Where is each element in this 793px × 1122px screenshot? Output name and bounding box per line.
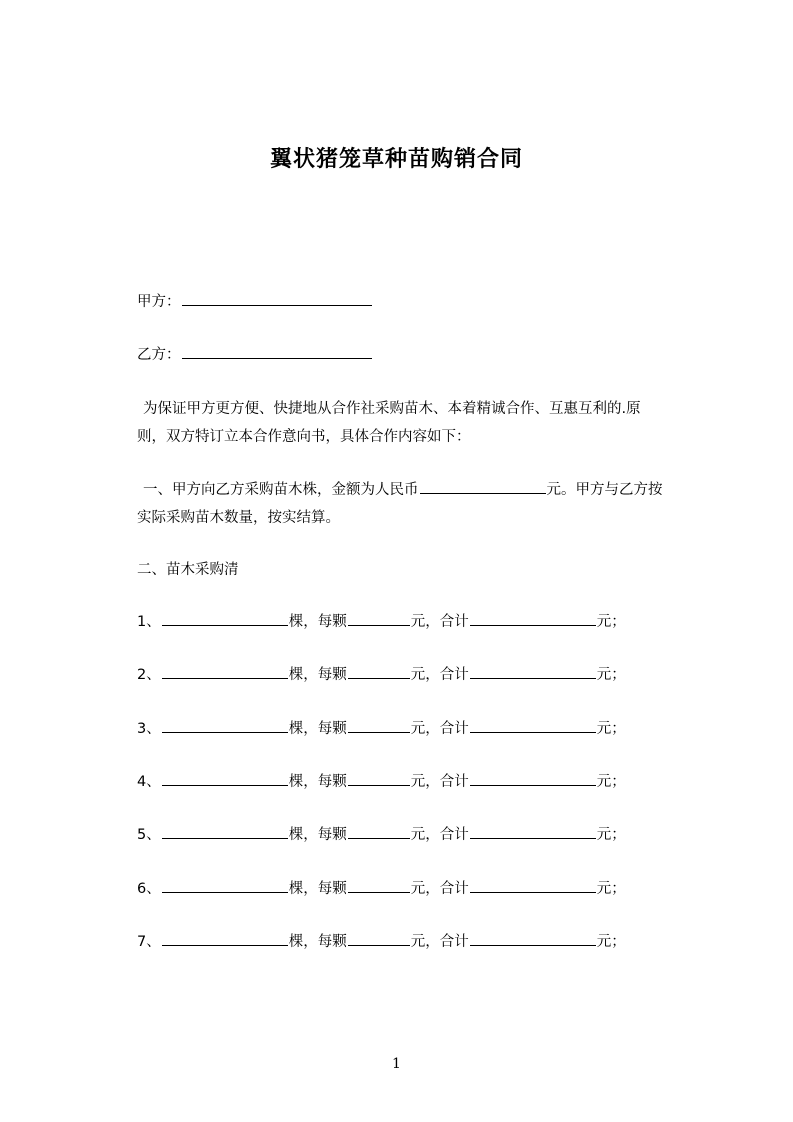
item-unit-label: 棵，每颗 [288, 667, 347, 683]
item-price-suffix: 元，合计 [410, 934, 469, 950]
list-item [137, 664, 626, 685]
item-number: 3、 [137, 721, 161, 737]
item-price-suffix: 元，合计 [410, 667, 469, 683]
party-a-label: 甲方： [137, 294, 181, 310]
item-name-blank [162, 824, 288, 839]
item-unit-label: 棵，每颗 [288, 934, 347, 950]
clause-1-suffix: 元。甲方与乙方按 [546, 482, 663, 498]
item-number: 4、 [137, 774, 161, 790]
list-item [137, 824, 626, 845]
party-a-blank [182, 291, 372, 306]
item-price-suffix: 元，合计 [410, 774, 469, 790]
item-name-blank [162, 611, 288, 626]
party-b-label: 乙方： [137, 347, 181, 363]
list-item [137, 878, 626, 899]
item-number: 7、 [137, 934, 161, 950]
item-end: 元； [596, 614, 626, 630]
item-price-suffix: 元，合计 [410, 614, 469, 630]
list-item [137, 611, 626, 632]
item-name-blank [162, 664, 288, 679]
item-price-blank [348, 931, 410, 946]
item-price-blank [348, 718, 410, 733]
item-total-blank [470, 771, 596, 786]
item-end: 元； [596, 827, 626, 843]
item-name-blank [162, 718, 288, 733]
item-price-blank [348, 664, 410, 679]
item-unit-label: 棵，每颗 [288, 774, 347, 790]
list-item [137, 931, 626, 952]
clause-2-heading: 二、苗木采购清 [137, 562, 239, 578]
party-b-line [137, 344, 373, 365]
intro-paragraph [137, 395, 712, 451]
item-price-suffix: 元，合计 [410, 721, 469, 737]
item-end: 元； [596, 881, 626, 897]
item-number: 2、 [137, 667, 161, 683]
item-price-suffix: 元，合计 [410, 881, 469, 897]
item-name-blank [162, 931, 288, 946]
item-total-blank [470, 878, 596, 893]
item-price-blank [348, 878, 410, 893]
item-end: 元； [596, 774, 626, 790]
party-a-line [137, 291, 373, 312]
item-total-blank [470, 824, 596, 839]
item-name-blank [162, 771, 288, 786]
item-number: 1、 [137, 614, 161, 630]
item-number: 5、 [137, 827, 161, 843]
item-end: 元； [596, 667, 626, 683]
clause-1-prefix: 一、甲方向乙方采购苗木株，金额为人民币 [143, 482, 419, 498]
item-name-blank [162, 878, 288, 893]
document-title: 翼状猪笼草种苗购销合同 [269, 147, 523, 172]
intro-line-2: 则，双方特订立本合作意向书，具体合作内容如下： [137, 429, 471, 445]
page-number: 1 [392, 1056, 401, 1072]
intro-line-1: 为保证甲方更方便、快捷地从合作社采购苗木、本着精诚合作、互惠互利的.原 [143, 401, 641, 417]
item-number: 6、 [137, 881, 161, 897]
item-unit-label: 棵，每颗 [288, 827, 347, 843]
item-price-blank [348, 611, 410, 626]
item-total-blank [470, 664, 596, 679]
item-total-blank [470, 718, 596, 733]
item-price-blank [348, 771, 410, 786]
item-unit-label: 棵，每颗 [288, 721, 347, 737]
list-item [137, 771, 626, 792]
clause-1-line-1 [137, 476, 712, 504]
item-end: 元； [596, 934, 626, 950]
item-total-blank [470, 931, 596, 946]
clause-1-amount-blank [420, 479, 546, 494]
item-price-suffix: 元，合计 [410, 827, 469, 843]
item-unit-label: 棵，每颗 [288, 881, 347, 897]
party-b-blank [182, 344, 372, 359]
clause-1-line-2: 实际采购苗木数量，按实结算。 [137, 510, 340, 526]
item-price-blank [348, 824, 410, 839]
list-item [137, 718, 626, 739]
item-end: 元； [596, 721, 626, 737]
item-total-blank [470, 611, 596, 626]
item-unit-label: 棵，每颗 [288, 614, 347, 630]
clause-1-paragraph [137, 476, 712, 532]
